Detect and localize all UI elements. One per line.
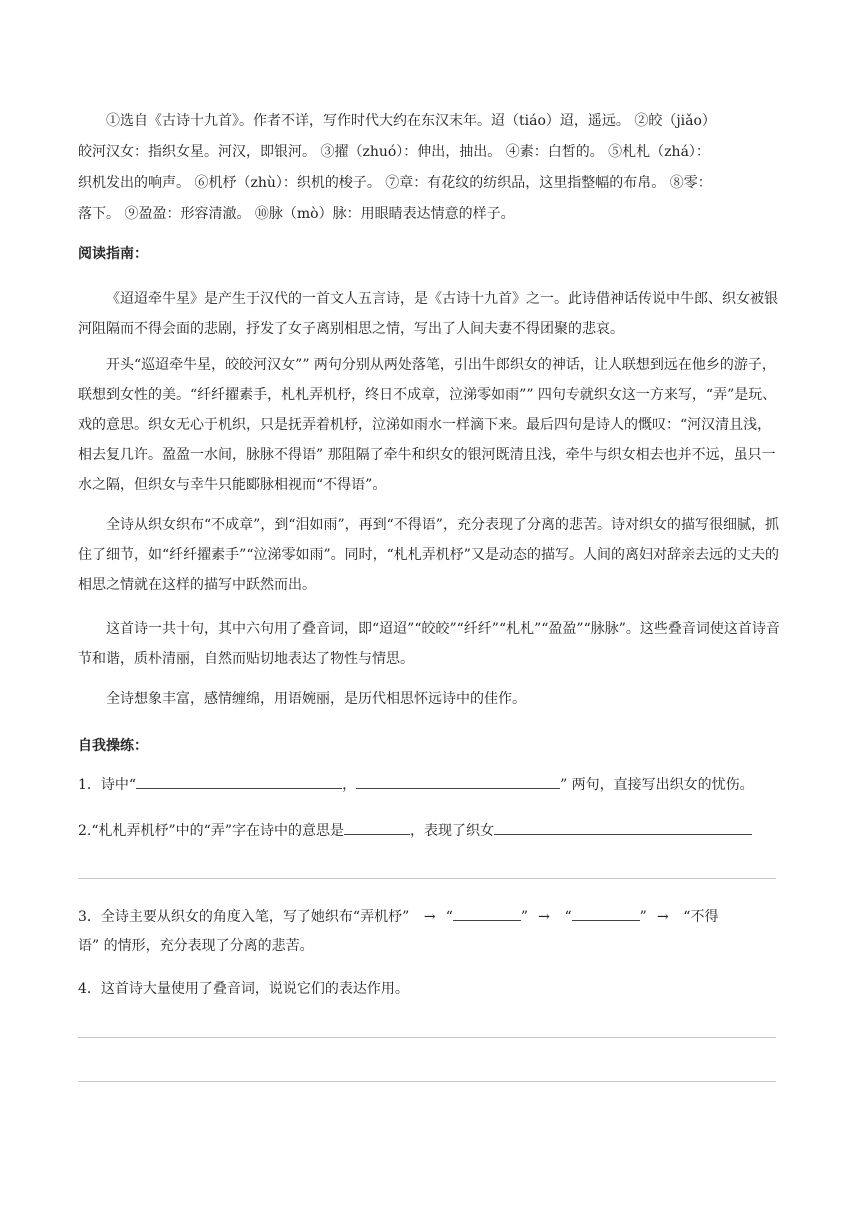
guide-paragraph: 这首诗一共十句，其中六句用了叠音词，即“迢迢”“皎皎”“纤纤”“札札”“盈盈”“脉脉”。这些叠音词使这首诗音节和谐，质朴清丽，自然而贴切地表达了物性与情思。	[78, 621, 780, 667]
guide-paragraph: 《迢迢牵牛星》是产生于汉代的一首文人五言诗，是《古诗十九首》之一。此诗借神话传说中牛郎、织女被银河阻隔而不得会面的悲剧，抒发了女子离别相思之情，写出了人间夫妻不得团聚的悲哀。	[78, 291, 778, 337]
answer-blank[interactable]	[344, 818, 410, 835]
question-text: ，表现了织女	[410, 823, 494, 839]
quote-mark: ”	[639, 909, 647, 925]
question-text: ” 两句，直接写出织女的忧伤。	[560, 777, 754, 793]
guide-paragraph: 全诗想象丰富，感情缠绵，用语婉丽，是历代相思怀远诗中的佳作。	[106, 691, 526, 707]
arrow-icon: →	[423, 909, 436, 925]
answer-line[interactable]	[78, 878, 776, 879]
guide-paragraph: 全诗从织女织布“不成章”，到“泪如雨”，再到“不得语”，充分表现了分离的悲苦。诗对织女的描写很细腻，抓住了细节，如“纤纤擢素手”“泣涕零如雨”。同时，“札札弄机杼”又是动态的描写。人间的离妇对辞亲去远的丈夫的相思之情就在这样的描写中跃然而出。	[78, 517, 779, 593]
answer-blank[interactable]	[572, 904, 640, 921]
question-1	[78, 771, 754, 799]
annotation-notes	[78, 106, 784, 230]
arrow-icon: →	[538, 909, 550, 925]
answer-blank[interactable]	[453, 904, 521, 921]
quote-mark: “	[564, 909, 572, 925]
answer-blank[interactable]	[494, 818, 752, 835]
practice-heading: 自我操练：	[78, 738, 148, 754]
question-3	[78, 903, 718, 931]
arrow-icon: →	[656, 909, 669, 925]
question-text: 1．诗中“	[78, 777, 137, 793]
answer-line[interactable]	[78, 1081, 776, 1082]
answer-blank[interactable]	[136, 772, 342, 789]
note-line: 织机发出的响声。 ⑥机杼（zhù）：织机的梭子。 ⑦章：有花纹的纺织品，这里指整幅的布帛。 ⑧零：	[78, 175, 712, 191]
question-2	[78, 817, 752, 845]
note-line: 皎河汉女：指织女星。河汉，即银河。 ③擢（zhuó）：伸出，抽出。 ④素：白皙的。 ⑤札札（zhá）：	[78, 144, 710, 160]
answer-line[interactable]	[78, 1037, 776, 1038]
quote-mark: ”	[520, 909, 529, 925]
quote-mark: “	[445, 909, 453, 925]
guide-heading: 阅读指南：	[78, 246, 148, 262]
question-3-continued: 语” 的情形，充分表现了分离的悲苦。	[78, 938, 314, 954]
guide-paragraph: 开头“巡迢牵牛星，皎皎河汉女”” 两句分别从两处落笔，引出牛郎织女的神话，让人联想到远在他乡的游子，联想到女性的美。“纤纤擢素手，札札弄机杼，终日不成章，泣涕零如雨”” 四句专就织女这一方来写，“弄”是玩、戏的意思。织女无心于机织，只是抚弄着机杼，泣涕如雨水一样滴下来。最后四句是诗人的慨叹：“河汉清且浅，相去复几许。盈盈一水间，脉脉不得语” 那阻隔了牵牛和织女的银河既清且浅，牵牛与织女相去也并不远，虽只一水之隔，但织女与幸牛只能郾脉相视而“不得语”。	[78, 357, 777, 493]
note-line: ①选自《古诗十九首》。作者不详，写作时代大约在东汉末年。迢（tiáo）迢，遥远。 ②皎（jiǎo）	[106, 113, 716, 129]
question-text: ，	[342, 777, 357, 793]
question-text: 3．全诗主要从织女的角度入笔，写了她织布“弄机杼”	[78, 909, 410, 925]
answer-blank[interactable]	[356, 772, 560, 789]
question-4: 4．这首诗大量使用了叠音词，说说它们的表达作用。	[78, 981, 409, 997]
question-text: 2.“札札弄机杼”中的“弄”字在诗中的意思是	[78, 823, 344, 839]
note-line: 落下。 ⑨盈盈：形容清澈。 ⑩脉（mò）脉：用眼睛表达情意的样子。	[78, 206, 515, 222]
question-text: “不得	[683, 909, 719, 925]
